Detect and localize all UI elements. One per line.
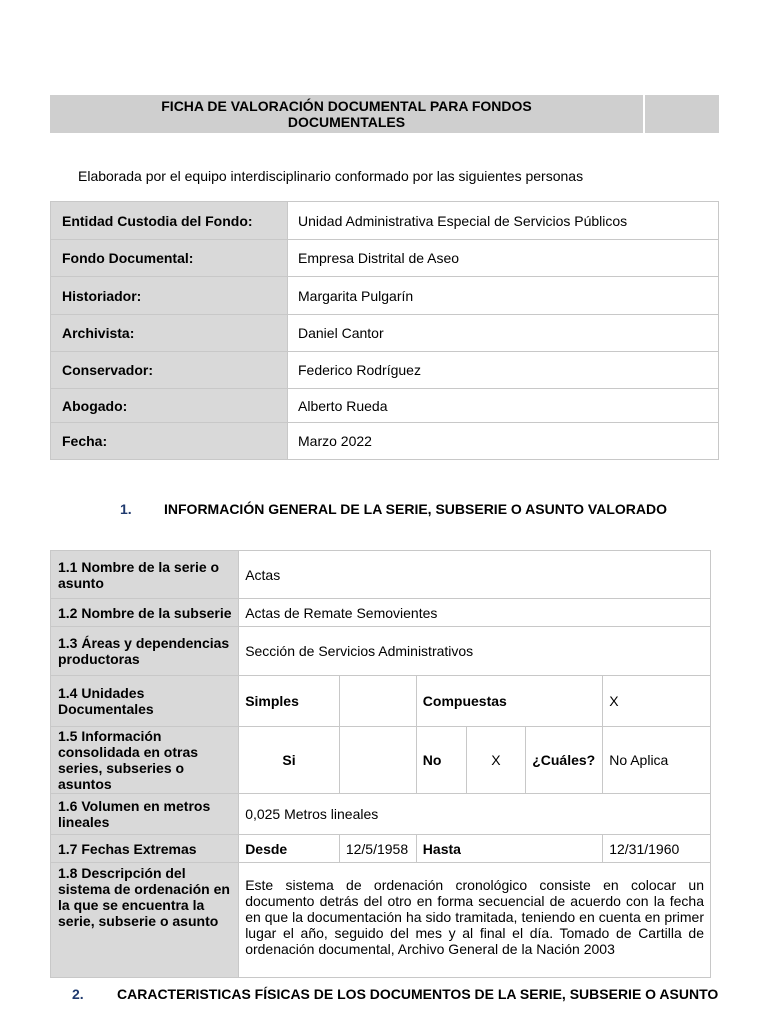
row-label: 1.3 Áreas y dependencias productoras [51,627,239,676]
table-row [51,835,711,863]
simples-label: Simples [239,676,340,727]
no-label: No [416,727,466,794]
team-table [50,201,719,460]
team-label: Conservador: [51,352,288,389]
si-value [339,727,416,794]
document-title-bar [50,95,719,133]
row-label: 1.5 Información consolidada en otras series, subseries o asuntos [51,727,239,794]
row-label: 1.4 Unidades Documentales [51,676,239,727]
cuales-label: ¿Cuáles? [526,727,603,794]
team-row [51,315,719,352]
team-value: Empresa Distrital de Aseo [288,240,719,277]
row-value: 0,025 Metros lineales [239,794,711,835]
section-1-title: INFORMACIÓN GENERAL DE LA SERIE, SUBSERIE O ASUNTO VALORADO [164,501,668,517]
row-value: Sección de Servicios Administrativos [239,627,711,676]
team-row [51,423,719,460]
row-label: 1.6 Volumen en metros lineales [51,794,239,835]
compuestas-value: X [603,676,711,727]
table-row [51,627,711,676]
cuales-value: No Aplica [603,727,711,794]
desde-value: 12/5/1958 [339,835,416,863]
table-row [51,863,711,978]
row-label: 1.1 Nombre de la serie o asunto [51,551,239,599]
team-value: Unidad Administrativa Especial de Servicios Públicos [288,202,719,240]
row-label: 1.2 Nombre de la subserie [51,599,239,627]
team-label: Historiador: [51,277,288,315]
intro-text: Elaborada por el equipo interdisciplinario conformado por las siguientes personas [78,168,584,184]
desde-label: Desde [239,835,340,863]
row-label: 1.8 Descripción del sistema de ordenación en la que se encuentra la serie, subserie o asunto [51,863,239,978]
team-row [51,389,719,423]
team-value: Federico Rodríguez [288,352,719,389]
team-row [51,240,719,277]
team-row [51,202,719,240]
title-bar-empty-cell [644,95,719,133]
team-value: Marzo 2022 [288,423,719,460]
no-value: X [466,727,526,794]
hasta-value: 12/31/1960 [603,835,711,863]
section-2-number: 2. [72,986,84,1002]
simples-value [339,676,416,727]
table-row [51,676,711,727]
document-title [50,95,644,133]
team-label: Archivista: [51,315,288,352]
team-value: Margarita Pulgarín [288,277,719,315]
section-1-number: 1. [120,501,132,517]
document-title-line1: FICHA DE VALORACIÓN DOCUMENTAL PARA FONDOS [161,98,532,114]
row-value: Actas de Remate Semovientes [239,599,711,627]
table-row [51,794,711,835]
document-title-line2: DOCUMENTALES [287,114,406,130]
team-value: Daniel Cantor [288,315,719,352]
team-value: Alberto Rueda [288,389,719,423]
team-label: Fecha: [51,423,288,460]
row-label: 1.7 Fechas Extremas [51,835,239,863]
row-value: Este sistema de ordenación cronológico consiste en colocar un documento detrás del otro en forma secuencial de acuerdo con la fecha en que la documentación ha sido tramitada, teniendo en cuenta en primer lugar el año, seguido del mes y al final el día. Tomado de Cartilla de ordenación documental, Archivo General de la Nación 2003 [239,863,711,978]
compuestas-label: Compuestas [416,676,602,727]
table-row [51,727,711,794]
team-label: Fondo Documental: [51,240,288,277]
team-row [51,277,719,315]
team-label: Entidad Custodia del Fondo: [51,202,288,240]
section-2-title: CARACTERISTICAS FÍSICAS DE LOS DOCUMENTOS DE LA SERIE, SUBSERIE O ASUNTO [117,986,719,1002]
team-label: Abogado: [51,389,288,423]
series-info-table [50,550,711,978]
table-row [51,599,711,627]
team-row [51,352,719,389]
hasta-label: Hasta [416,835,602,863]
si-label: Si [239,727,340,794]
row-value: Actas [239,551,711,599]
table-row [51,551,711,599]
